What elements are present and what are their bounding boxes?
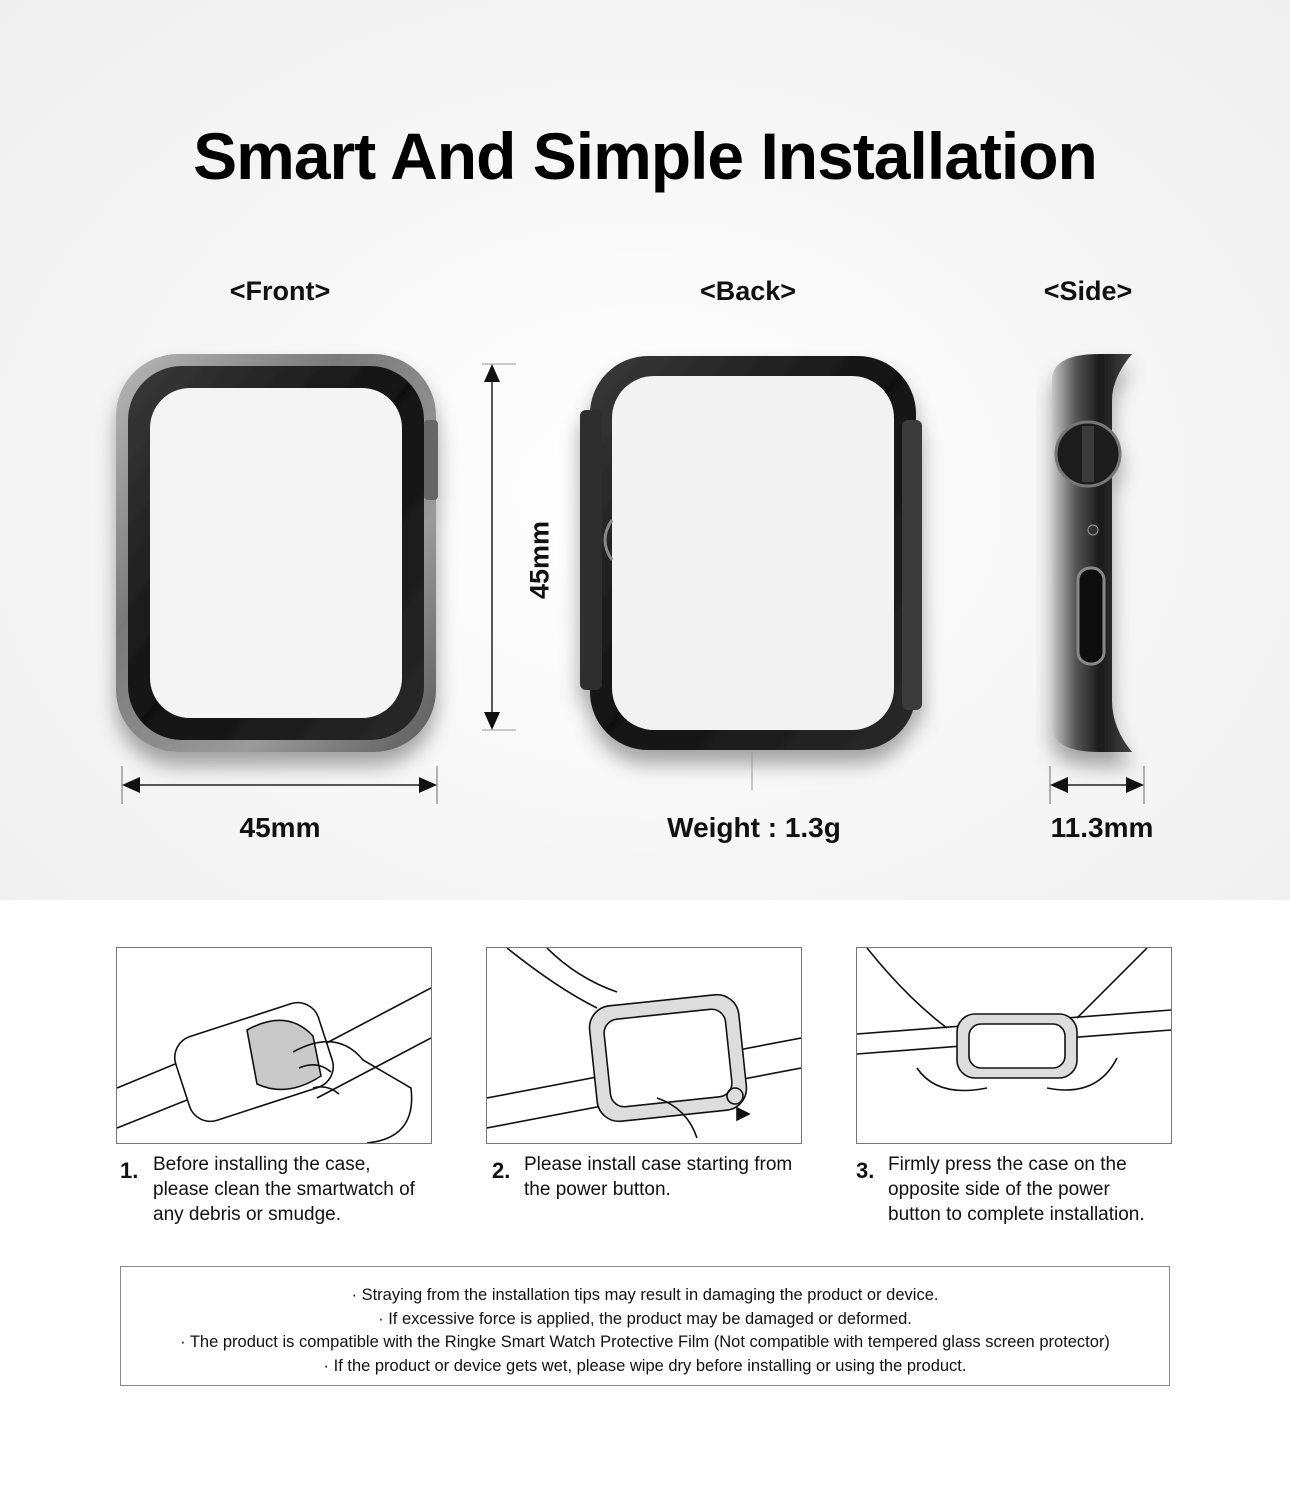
side-case-image: [1052, 354, 1132, 752]
step-2-text: Please install case starting from the power button.: [524, 1154, 793, 1200]
cleaning-watch-drawing: [117, 948, 431, 1143]
caution-note: · If excessive force is applied, the product may be damaged or deformed.: [378, 1309, 912, 1328]
width-dimension-arrow: [122, 766, 437, 804]
step-1-number: 1.: [120, 1158, 139, 1183]
front-case-image: [116, 354, 438, 752]
caution-notes-box: [120, 1266, 1170, 1386]
step-3-number: 3.: [856, 1158, 875, 1183]
caution-note: · The product is compatible with the Ringke Smart Watch Protective Film (Not compatible with tempered glass screen protector): [180, 1333, 1110, 1351]
back-view-label: <Back>: [699, 276, 797, 306]
thickness-dimension-arrow: [1050, 766, 1144, 804]
height-dimension-arrow: [482, 364, 516, 730]
front-view-label: <Front>: [229, 276, 331, 306]
width-dimension-label: 45mm: [239, 812, 321, 843]
height-dimension-label: 45mm: [524, 520, 555, 600]
step-3-illustration: [856, 947, 1172, 1144]
step-1-illustration: [116, 947, 432, 1144]
installing-case-drawing: [487, 948, 801, 1143]
thickness-dimension-label: 11.3mm: [1050, 812, 1154, 843]
caution-note: · Straying from the installation tips may result in damaging the product or device.: [351, 1286, 939, 1304]
side-view-label: <Side>: [1043, 276, 1133, 306]
back-case-image: [580, 356, 922, 750]
pressing-case-drawing: [857, 948, 1171, 1143]
caution-note: · If the product or device gets wet, please wipe dry before installing or using the product.: [323, 1356, 967, 1375]
step-1-text: Before installing the case, please clean the smartwatch of any debris or smudge.: [153, 1154, 415, 1225]
step-2-number: 2.: [492, 1158, 511, 1183]
step-2-illustration: [486, 947, 802, 1144]
page-title: Smart And Simple Installation: [193, 119, 1097, 193]
weight-label: Weight : 1.3g: [667, 812, 841, 843]
step-3-text: Firmly press the case on the opposite side of the power button to complete installation.: [888, 1154, 1145, 1225]
